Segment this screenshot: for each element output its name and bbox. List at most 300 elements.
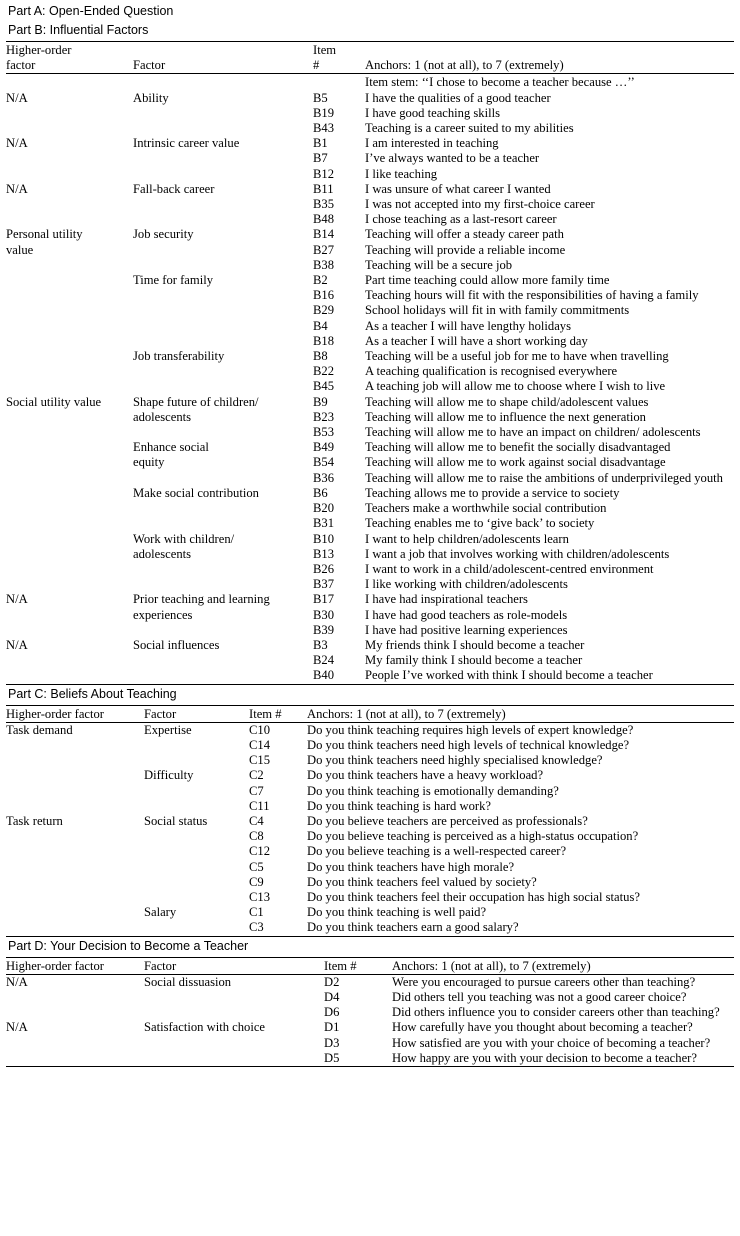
cell-factor: Ability [133,90,169,105]
cell-item-id: B39 [313,622,334,637]
table-row [6,784,734,799]
cell-higher-order: Personal utility [6,227,83,242]
cell-factor [133,121,313,136]
cell-higher-order [6,547,133,562]
cell-item-text: I’ve always wanted to be a teacher [365,151,540,166]
stem-blank-2 [133,74,313,91]
cell-item-id: B45 [313,379,334,394]
table-row [6,860,734,875]
cell-higher-order [6,532,133,547]
table-row [6,753,734,768]
cell-item-text: I have had positive learning experiences [365,622,568,637]
cell-factor [144,1005,324,1020]
cell-higher-order: N/A [6,592,28,607]
cell-factor [144,1051,324,1067]
cell-factor [144,890,249,905]
cell-higher-order [6,364,133,379]
table-row [6,395,734,410]
table-row [6,577,734,592]
table-row [6,905,734,920]
table-row [6,875,734,890]
cell-item-text: Do you think teachers need highly specialised knowledge? [307,753,603,768]
table-row [6,106,734,121]
table-row [6,212,734,227]
part-b-title: Part B: Influential Factors [8,23,149,37]
cell-factor [144,753,249,768]
header-item-line2: # [313,58,365,74]
part-c-section [6,687,734,937]
cell-higher-order [6,486,133,501]
cell-item-id: B8 [313,349,328,364]
cell-factor [133,653,313,668]
cell-higher-order [6,784,144,799]
cell-item-id: D3 [324,1035,340,1050]
cell-item-text: Do you believe teachers are perceived as professionals? [307,813,588,828]
cell-item-text: I want a job that involves working with children/adolescents [365,546,670,561]
stem-blank-3 [313,74,365,91]
cell-higher-order: value [6,242,34,257]
cell-higher-order [6,920,144,936]
cell-factor [144,920,249,936]
table-row [6,829,734,844]
cell-item-id: B30 [313,607,334,622]
table-header-row [6,42,734,59]
cell-item-text: Did others tell you teaching was not a good career choice? [392,989,687,1004]
cell-item-id: D6 [324,1005,340,1020]
table-row [6,410,734,425]
cell-factor [133,379,313,394]
cell-factor [133,258,313,273]
cell-higher-order [6,577,133,592]
cell-factor [133,288,313,303]
table-row [6,91,734,106]
cell-higher-order [6,212,133,227]
cell-higher-order [6,562,133,577]
table-row [6,440,734,455]
cell-higher-order [6,167,133,182]
cell-factor [133,501,313,516]
table-row [6,1020,734,1035]
table-row [6,319,734,334]
table-row [6,121,734,136]
table-row [6,273,734,288]
cell-higher-order [6,379,133,394]
table-row [6,227,734,242]
cell-item-text: Part time teaching could allow more family time [365,273,610,288]
cell-item-text: Did others influence you to consider careers other than teaching? [392,1005,720,1020]
cell-item-text: I have had inspirational teachers [365,592,528,607]
cell-item-text: Do you think teachers feel valued by society? [307,874,537,889]
cell-higher-order: N/A [6,1020,28,1035]
cell-factor: Fall-back career [133,181,215,196]
table-row [6,516,734,531]
cell-item-id: B14 [313,227,334,242]
cell-factor [133,562,313,577]
table-row [6,182,734,197]
table-row [6,738,734,753]
cell-item-id: B20 [313,501,334,516]
cell-item-text: Teaching will allow me to benefit the socially disadvantaged [365,440,671,455]
cell-item-text: Do you think teachers earn a good salary? [307,920,734,936]
cell-item-id: B22 [313,364,334,379]
cell-factor [133,243,313,258]
cell-item-id: C10 [249,722,270,737]
cell-item-id: B1 [313,136,328,151]
cell-item-text: Do you think teaching is emotionally demanding? [307,783,559,798]
cell-item-id: B49 [313,440,334,455]
cell-factor: Job security [133,227,194,242]
cell-item-text: I want to help children/adolescents learn [365,531,569,546]
table-row [6,258,734,273]
cell-item-id: B2 [313,273,328,288]
cell-item-id: B18 [313,333,334,348]
cell-factor [144,875,249,890]
cell-factor: Social dissuasion [144,974,232,989]
cell-item-id: B31 [313,516,334,531]
cell-higher-order [6,768,144,783]
table-row [6,486,734,501]
table-row [6,288,734,303]
cell-factor [133,334,313,349]
cell-item-text: I was unsure of what career I wanted [365,181,551,196]
cell-item-text: I was not accepted into my first-choice career [365,197,595,212]
cell-higher-order [6,799,144,814]
cell-item-id: C4 [249,813,264,828]
cell-item-id: B54 [313,455,334,470]
cell-item-text: I like working with children/adolescents [365,577,568,592]
cell-higher-order: N/A [6,637,28,652]
cell-item-id: B19 [313,105,334,120]
cell-factor: Social influences [133,637,220,652]
cell-item-id: B3 [313,637,328,652]
header-blank [133,42,313,59]
cell-higher-order [6,844,144,859]
cell-higher-order [6,1005,144,1020]
header-anchors: Anchors: 1 (not at all), to 7 (extremely) [307,705,734,722]
cell-factor [133,106,313,121]
cell-item-id: D4 [324,989,340,1004]
cell-factor: adolescents [133,546,192,561]
table-row [6,334,734,349]
cell-item-id: C7 [249,783,264,798]
cell-item-id: B43 [313,121,334,136]
cell-item-id: C15 [249,753,270,768]
cell-item-id: B5 [313,90,328,105]
cell-higher-order [6,288,133,303]
table-row [6,455,734,470]
cell-item-text: Teaching will be a secure job [365,257,513,272]
cell-higher-order [6,738,144,753]
table-row [6,349,734,364]
table-row [6,990,734,1005]
table-row [6,501,734,516]
cell-higher-order [6,455,133,470]
cell-item-id: B35 [313,197,334,212]
header-item: Item # [324,957,392,974]
cell-higher-order: N/A [6,974,28,989]
cell-higher-order [6,425,133,440]
item-stem-row [6,74,734,91]
cell-factor: Time for family [133,273,213,288]
cell-item-text: My friends think I should become a teacher [365,637,585,652]
cell-item-id: B24 [313,653,334,668]
cell-factor [144,860,249,875]
cell-item-text: I have had good teachers as role-models [365,607,568,622]
table-row [6,167,734,182]
header-higher-order: Higher-order [6,42,133,59]
table-row [6,814,734,829]
cell-item-id: C1 [249,905,264,920]
cell-item-text: Teachers make a worthwhile social contribution [365,501,607,516]
cell-item-id: B36 [313,470,334,485]
cell-higher-order [6,1051,144,1067]
table-row [6,592,734,607]
cell-factor: Satisfaction with choice [144,1020,266,1035]
cell-item-id: B23 [313,409,334,424]
cell-item-id: B12 [313,166,334,181]
cell-higher-order [6,829,144,844]
cell-item-text: I have good teaching skills [365,105,501,120]
cell-higher-order [6,121,133,136]
header-anchors: Anchors: 1 (not at all), to 7 (extremely) [392,957,734,974]
cell-item-text: As a teacher I will have a short working day [365,333,588,348]
table-row [6,303,734,318]
table-row [6,532,734,547]
cell-item-text: Teaching will provide a reliable income [365,242,566,257]
cell-higher-order [6,860,144,875]
cell-item-text: Do you think teaching is well paid? [307,905,487,920]
part-d-section [6,939,734,1067]
cell-higher-order [6,875,144,890]
cell-factor [133,364,313,379]
cell-higher-order: N/A [6,136,28,151]
cell-item-id: B10 [313,531,334,546]
cell-factor: Intrinsic career value [133,136,240,151]
cell-item-id: B29 [313,303,334,318]
cell-item-text: I am interested in teaching [365,136,499,151]
cell-item-id: B11 [313,181,334,196]
cell-higher-order: N/A [6,90,28,105]
cell-higher-order: N/A [6,181,28,196]
header-item: Item # [249,705,307,722]
cell-item-id: B38 [313,257,334,272]
table-header-row [6,705,734,722]
cell-factor [144,738,249,753]
cell-factor [133,151,313,166]
cell-higher-order [6,197,133,212]
cell-higher-order [6,106,133,121]
cell-higher-order [6,410,133,425]
cell-factor [133,319,313,334]
cell-factor [133,577,313,592]
table-row [6,722,734,738]
cell-item-text: How carefully have you thought about becoming a teacher? [392,1020,693,1035]
cell-item-id: C9 [249,874,264,889]
table-row [6,1005,734,1020]
cell-factor [133,197,313,212]
part-d-table [6,957,734,1067]
cell-factor [144,1036,324,1051]
cell-factor [133,212,313,227]
cell-higher-order [6,258,133,273]
cell-item-id: B48 [313,212,334,227]
cell-factor [133,668,313,684]
cell-item-text: Teaching hours will fit with the responsibilities of having a family [365,288,699,303]
cell-item-text: I chose teaching as a last-resort career [365,212,557,227]
table-row [6,653,734,668]
cell-item-id: B4 [313,318,328,333]
table-row [6,243,734,258]
table-row [6,425,734,440]
table-row [6,623,734,638]
table-row [6,547,734,562]
table-row [6,844,734,859]
cell-higher-order [6,1036,144,1051]
cell-item-text: Teaching will allow me to raise the ambitions of underprivileged youth [365,470,723,485]
table-row [6,379,734,394]
cell-item-text: Teaching will allow me to have an impact on children/ adolescents [365,425,701,440]
cell-higher-order [6,151,133,166]
cell-item-text: Do you think teaching is hard work? [307,798,491,813]
cell-factor [144,784,249,799]
cell-higher-order: Task return [6,813,63,828]
cell-item-text: Do you think teaching requires high levels of expert knowledge? [307,722,634,737]
cell-item-id: B17 [313,592,334,607]
cell-higher-order: Task demand [6,722,73,737]
header-factor: Factor [133,58,313,74]
cell-factor: adolescents [133,409,192,424]
cell-item-id: C3 [249,920,307,936]
table-row [6,608,734,623]
cell-factor: Difficulty [144,768,194,783]
cell-item-text: School holidays will fit in with family commitments [365,303,630,318]
cell-item-id: B6 [313,485,328,500]
cell-item-id: C11 [249,798,270,813]
cell-item-id: C12 [249,844,270,859]
header-higher-order: Higher-order factor [6,705,144,722]
cell-higher-order [6,501,133,516]
cell-item-text: Teaching allows me to provide a service to society [365,485,620,500]
cell-factor: Make social contribution [133,485,259,500]
cell-item-id: D2 [324,974,340,989]
cell-item-id: D1 [324,1020,340,1035]
cell-item-id: B26 [313,561,334,576]
cell-factor [133,471,313,486]
cell-factor: Social status [144,813,208,828]
cell-item-text: As a teacher I will have lengthy holidays [365,318,571,333]
cell-item-text: Teaching will offer a steady career path [365,227,564,242]
cell-item-id: B53 [313,425,334,440]
cell-item-text: Do you believe teaching is perceived as a high-status occupation? [307,829,639,844]
cell-higher-order: Social utility value [6,394,102,409]
cell-item-id: B16 [313,288,334,303]
cell-higher-order [6,334,133,349]
cell-item-id: B7 [313,151,328,166]
cell-factor [144,990,324,1005]
header-factor: Factor [144,957,324,974]
cell-item-id: D5 [324,1051,392,1067]
cell-item-text: How satisfied are you with your choice of becoming a teacher? [392,1035,711,1050]
cell-factor [144,799,249,814]
cell-item-id: C5 [249,859,264,874]
cell-item-text: Do you think teachers need high levels of technical knowledge? [307,737,630,752]
cell-factor: Shape future of children/ [133,394,259,409]
cell-item-text: I have the qualities of a good teacher [365,90,551,105]
table-row [6,151,734,166]
table-row [6,471,734,486]
cell-item-id: C2 [249,768,264,783]
cell-factor: equity [133,455,165,470]
cell-item-text: A teaching qualification is recognised everywhere [365,364,618,379]
cell-factor [133,425,313,440]
cell-item-text: Do you think teachers have a heavy workload? [307,768,544,783]
header-item: Item [313,42,365,59]
cell-item-text: Teaching enables me to ‘give back’ to society [365,516,595,531]
part-b-section [6,23,734,685]
cell-factor: Expertise [144,722,192,737]
cell-item-id: B40 [313,668,365,684]
table-row [6,364,734,379]
part-a-title: Part A: Open-Ended Question [8,4,174,18]
cell-factor [133,516,313,531]
table-row [6,668,734,684]
table-row [6,799,734,814]
cell-factor [133,167,313,182]
header-factor: Factor [144,705,249,722]
header-anchors: Anchors: 1 (not at all), to 7 (extremely) [365,58,734,74]
item-stem-text: Item stem: ‘‘I chose to become a teacher because …’’ [365,75,635,90]
cell-item-id: B9 [313,394,328,409]
cell-item-id: C13 [249,889,270,904]
cell-item-text: Do you think teachers feel their occupation has high social status? [307,889,640,904]
cell-higher-order [6,668,133,684]
cell-item-text: Were you encouraged to pursue careers other than teaching? [392,974,696,989]
header-higher-order-line2: factor [6,58,133,74]
cell-item-text: Teaching will allow me to influence the next generation [365,409,646,424]
cell-factor: Enhance social [133,440,209,455]
cell-factor [144,844,249,859]
table-row [6,768,734,783]
cell-higher-order [6,349,133,364]
cell-factor [133,623,313,638]
cell-item-text: How happy are you with your decision to become a teacher? [392,1051,734,1067]
header-higher-order: Higher-order factor [6,957,144,974]
cell-item-text: Teaching will allow me to shape child/adolescent values [365,394,649,409]
cell-item-text: A teaching job will allow me to choose where I wish to live [365,379,666,394]
cell-item-text: My family think I should become a teacher [365,653,583,668]
table-row [6,197,734,212]
cell-factor: Salary [144,905,177,920]
table-row [6,562,734,577]
cell-item-text: Do you believe teaching is a well-respected career? [307,844,567,859]
cell-higher-order [6,608,133,623]
table-header-row-2 [6,58,734,74]
cell-item-id: C8 [249,829,264,844]
cell-higher-order [6,890,144,905]
cell-higher-order [6,516,133,531]
cell-item-text: Do you think teachers have high morale? [307,859,515,874]
cell-higher-order [6,653,133,668]
cell-higher-order [6,905,144,920]
cell-higher-order [6,440,133,455]
part-c-table [6,705,734,937]
cell-higher-order [6,990,144,1005]
table-row [6,1051,734,1067]
part-c-title: Part C: Beliefs About Teaching [8,686,177,701]
cell-item-id: B37 [313,577,334,592]
stem-blank-1 [6,74,133,91]
table-header-row [6,957,734,974]
